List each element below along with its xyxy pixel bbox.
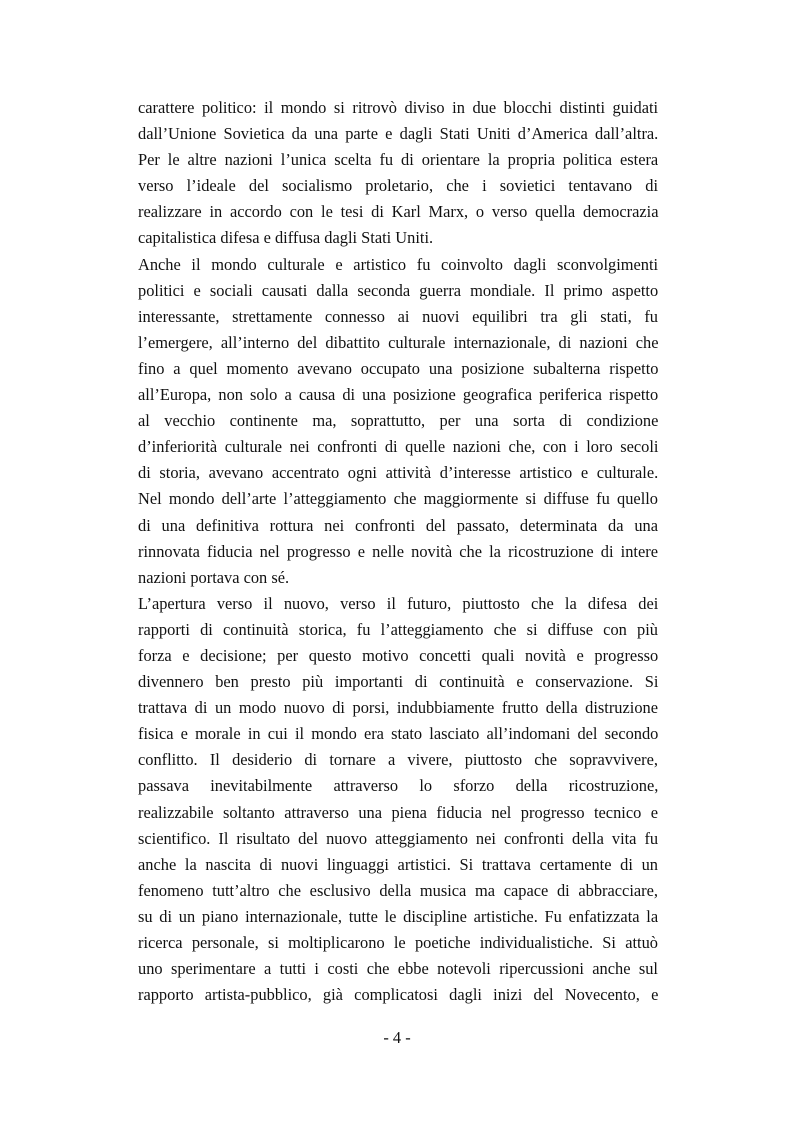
text-line: divennero ben presto più importanti di continuità e conservazione. Si [138,672,659,692]
text-line: forza e decisione; per questo motivo concetti quali novità e progresso [138,645,659,665]
text-line: all’Europa, non solo a causa di una posizione geografica periferica rispetto [138,385,659,405]
text-line: di una definitiva rottura nei confronti del passato, determinata da una [138,515,658,535]
text-line: Per le altre nazioni l’unica scelta fu di orientare la propria politica estera [138,150,659,170]
text-line: ricerca personale, si moltiplicarono le poetiche individualistiche. Si attuò [138,933,658,952]
text-line: carattere politico: il mondo si ritrovò diviso in due blocchi distinti guidati [138,98,659,117]
body-text [138,95,658,1008]
text-line: conflitto. Il desiderio di tornare a vivere, piuttosto che sopravvivere, [138,750,658,770]
text-line: Nel mondo dell’arte l’atteggiamento che maggiormente si diffuse fu quello [138,489,658,509]
text-line: dall’Unione Sovietica da una parte e dagli Stati Uniti d’America dall’altra. [138,124,659,144]
text-line: anche la nascita di nuovi linguaggi artistici. Si trattava certamente di un [138,854,658,874]
text-line: interessante, strettamente connesso ai nuovi equilibri tra gli stati, fu [138,306,658,326]
text-line: fino a quel momento avevano occupato una posizione subalterna rispetto [138,358,659,378]
text-line: realizzabile soltanto attraverso una piena fiducia nel progresso tecnico e [138,802,658,822]
text-line: rapporti di continuità storica, fu l’atteggiamento che si diffuse con più [138,619,658,639]
text-line: su di un piano internazionale, tutte le discipline artistiche. Fu enfatizzata la [138,906,659,926]
text-line: rapporto artista-pubblico, già complicatosi dagli inizi del Novecento, e [138,985,659,1005]
text-line: L’apertura verso il nuovo, verso il futuro, piuttosto che la difesa dei [138,593,659,613]
page-number: - 4 - [383,1028,411,1047]
text-line: nazioni portava con sé. [138,567,290,587]
text-line: fisica e morale in cui il mondo era stato lasciato all’indomani del secondo [138,724,659,744]
text-line: di storia, avevano accentrato ogni attività d’interesse artistico e culturale. [138,463,659,483]
text-line: realizzare in accordo con le tesi di Karl Marx, o verso quella democrazia [138,202,659,222]
text-line: uno sperimentare a tutti i costi che ebbe notevoli ripercussioni anche sul [138,959,658,979]
text-line: rinnovata fiducia nel progresso e nelle novità che la ricostruzione di intere [138,541,658,561]
text-line: al vecchio continente ma, soprattutto, per una sorta di condizione [138,411,659,431]
text-line: verso l’ideale del socialismo proletario, che i sovietici tentavano di [138,176,658,196]
text-line: d’inferiorità culturale nei confronti di quelle nazioni che, con i loro secoli [138,437,659,457]
text-line: fenomeno tutt’altro che esclusivo della musica ma capace di abbracciare, [138,880,658,900]
text-line: scientifico. Il risultato del nuovo atteggiamento nei confronti della vita fu [138,828,659,848]
text-line: passava inevitabilmente attraverso lo sforzo della ricostruzione, [138,776,659,796]
text-line: l’emergere, all’interno del dibattito culturale internazionale, di nazioni che [138,332,659,352]
text-line: capitalistica difesa e diffusa dagli Stati Uniti. [138,228,434,248]
text-line: Anche il mondo culturale e artistico fu coinvolto dagli sconvolgimenti [138,254,659,274]
text-line: trattava di un modo nuovo di porsi, indubbiamente frutto della distruzione [138,698,658,718]
text-line: politici e sociali causati dalla seconda guerra mondiale. Il primo aspetto [138,280,659,300]
